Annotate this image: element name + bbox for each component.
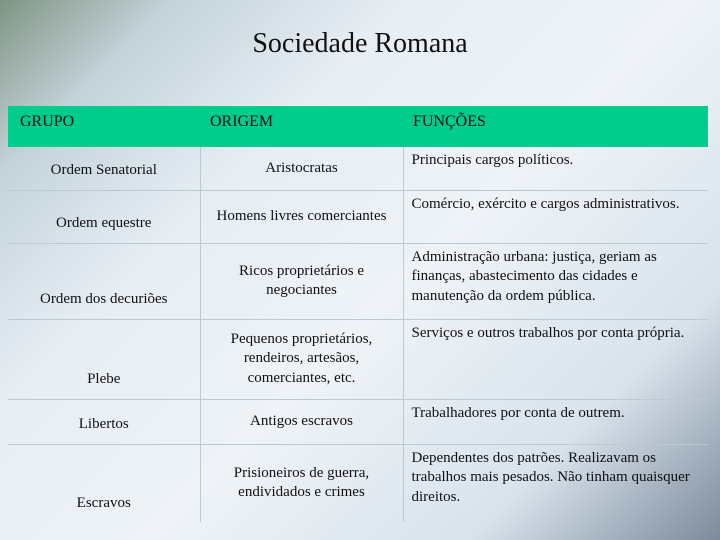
cell-grupo: Ordem Senatorial — [50, 162, 157, 178]
header-origem: ORIGEM — [200, 106, 403, 147]
cell-funcoes: Principais cargos políticos. — [411, 152, 574, 168]
cell-origem: Ricos proprietários e negociantes — [200, 243, 403, 319]
cell-origem: Antigos escravos — [200, 399, 403, 444]
table-row — [8, 319, 708, 399]
cell-funcoes: Administração urbana: justiça, geriam as finanças, abastecimento das cidades e manutenção da ordem pública. — [403, 243, 708, 319]
page-title: Sociedade Romana — [252, 28, 468, 59]
table-row — [8, 147, 708, 190]
cell-grupo: Escravos — [8, 444, 200, 522]
cell-grupo: Plebe — [8, 319, 200, 399]
cell-funcoes: Serviços e outros trabalhos por conta própria. — [403, 319, 708, 399]
table-row — [8, 243, 708, 319]
cell-funcoes: Comércio, exército e cargos administrativos. — [403, 190, 708, 243]
cell-funcoes: Dependentes dos patrões. Realizavam os trabalhos mais pesados. Não tinham quaisquer direitos. — [403, 444, 708, 522]
cell-origem: Aristocratas — [200, 147, 403, 190]
cell-grupo: Libertos — [8, 399, 200, 444]
cell-origem: Pequenos proprietários, rendeiros, artesãos, comerciantes, etc. — [200, 319, 403, 399]
header-grupo: GRUPO — [8, 106, 200, 147]
cell-grupo: Ordem dos decuriões — [8, 243, 200, 319]
cell-funcoes: Trabalhadores por conta de outrem. — [403, 399, 708, 444]
cell-origem: Homens livres comerciantes — [200, 190, 403, 243]
table-row — [8, 444, 708, 522]
header-funcoes: FUNÇÕES — [403, 106, 708, 147]
society-table — [8, 106, 708, 522]
table-row — [8, 399, 708, 444]
cell-origem: Prisioneiros de guerra, endividados e crimes — [200, 444, 403, 522]
table-row — [8, 190, 708, 243]
cell-grupo: Ordem equestre — [8, 190, 200, 243]
table-header-row — [8, 106, 708, 147]
